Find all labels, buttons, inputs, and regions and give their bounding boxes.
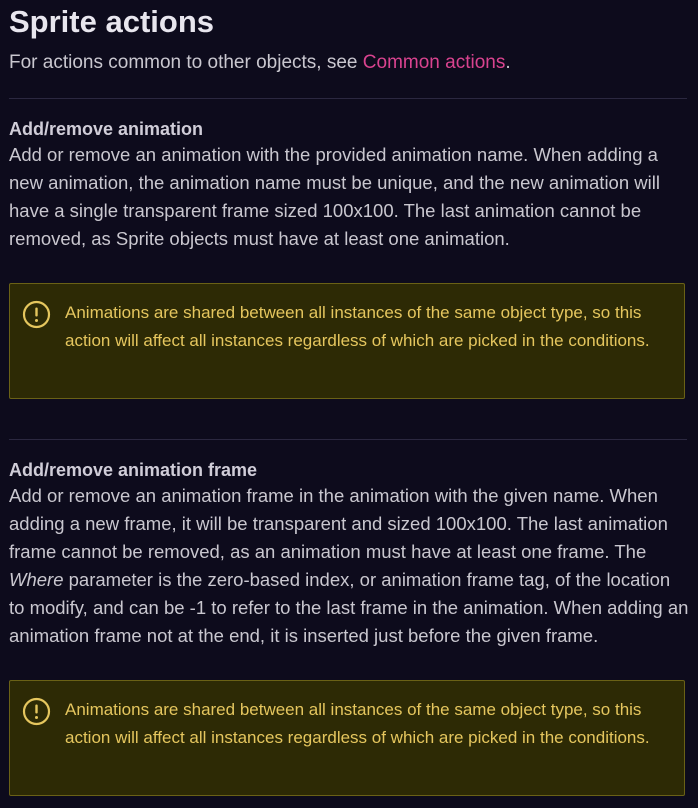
section-body	[9, 482, 689, 650]
section-divider	[9, 439, 687, 440]
where-parameter: Where	[9, 569, 64, 590]
section-add-remove-animation	[9, 117, 689, 253]
section-heading: Add/remove animation frame	[9, 460, 258, 480]
page-title: Sprite actions	[9, 4, 214, 39]
common-actions-link[interactable]: Common actions	[362, 52, 506, 73]
section-divider	[9, 98, 687, 99]
warning-circle-icon	[22, 697, 51, 726]
warning-text: Animations are shared between all instances of the same object type, so this action will affect all instances regardless of which are picked in the conditions.	[65, 303, 650, 350]
warning-circle-icon	[22, 300, 51, 329]
warning-text: Animations are shared between all instances of the same object type, so this action will affect all instances regardless of which are picked in the conditions.	[65, 700, 650, 747]
section-heading: Add/remove animation	[9, 119, 204, 139]
warning-callout	[9, 283, 685, 399]
body-text: parameter is the zero-based index, or animation frame tag, of the location to modify, and can be -1 to refer to the last frame in the animation. When adding an animation frame not at the end, it is inserted just before the given frame.	[9, 569, 689, 646]
section-body: Add or remove an animation with the provided animation name. When adding a new animation, the animation name must be unique, and the new animation will have a single transparent frame sized 100x100. The last animation cannot be removed, as Sprite objects must have at least one animation.	[9, 144, 660, 249]
intro-text: For actions common to other objects, see	[9, 52, 363, 73]
intro-paragraph	[9, 50, 511, 76]
intro-suffix: .	[505, 52, 511, 73]
section-add-remove-animation-frame	[9, 458, 689, 650]
warning-callout	[9, 680, 685, 796]
body-text: Add or remove an animation frame in the animation with the given name. When adding a new frame, it will be transparent and sized 100x100. The last animation frame cannot be removed, as an animation must have at least one frame. The	[9, 485, 668, 562]
